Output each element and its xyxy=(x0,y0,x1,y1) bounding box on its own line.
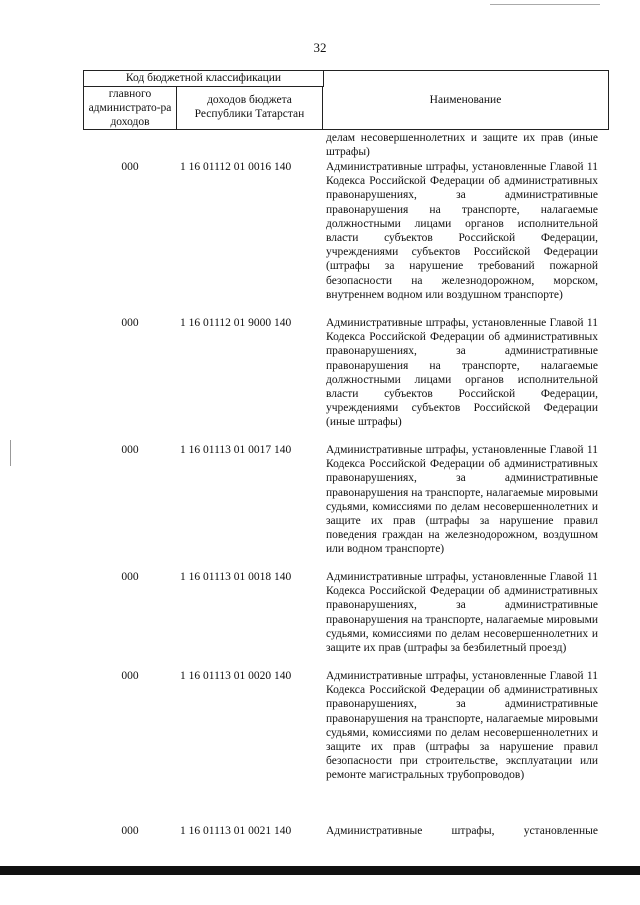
scan-bottom-edge xyxy=(0,866,640,875)
budget-code: 1 16 01113 01 0017 140 xyxy=(180,444,292,456)
header-income-column: доходов бюджета Республики Татарстан xyxy=(177,86,323,129)
admin-code: 000 xyxy=(121,825,139,837)
row-name: Административные штрафы, установленные Главой 11 Кодекса Российской Федерации об административных правонарушениях, за административные правонарушения на транспорте, налагаемые должностными лицами органов исполнительной власти субъектов Российской Федерации, учреждениями субъектов Российской Федерации (штрафы за нарушение требований пожарной безопасности на железнодорожном, морском, внутреннем водном или воздушном транспорте) xyxy=(326,161,598,301)
budget-code: 1 16 01113 01 0020 140 xyxy=(180,670,292,682)
row-name: Административные штрафы, установленные Главой 11 Кодекса Российской Федерации об административных правонарушениях, за административные правонарушения на транспорте, налагаемые должностными лицами органов исполнительной власти субъектов Российской Федерации, учреждениями субъектов Российской Федерации (иные штрафы) xyxy=(326,317,598,429)
admin-code: 000 xyxy=(121,670,139,682)
row-name: Административные штрафы, установленные Главой 11 Кодекса Российской Федерации об административных правонарушениях, за административные правонарушения на транспорте, налагаемые мировыми судьями, комиссиями по делам несовершеннолетних и защите их прав (штрафы за безбилетный проезд) xyxy=(326,571,598,655)
admin-code: 000 xyxy=(121,444,139,456)
table-header xyxy=(83,70,609,130)
header-classification: Код бюджетной классификации xyxy=(84,71,324,87)
row-name: Административные штрафы, установленные xyxy=(326,825,598,837)
admin-code: 000 xyxy=(121,161,139,173)
page-number: 32 xyxy=(313,40,327,55)
margin-mark xyxy=(10,440,11,466)
budget-code: 1 16 01112 01 0016 140 xyxy=(180,161,292,173)
top-edge-line xyxy=(490,4,600,5)
admin-code: 000 xyxy=(121,317,139,329)
budget-code: 1 16 01113 01 0021 140 xyxy=(180,825,292,837)
header-admin-column: главного администрато-ра доходов xyxy=(84,86,177,129)
continuation-text: делам несовершеннолетних и защите их прав (иные штрафы) xyxy=(326,132,598,159)
budget-code: 1 16 01113 01 0018 140 xyxy=(180,571,292,583)
row-name: Административные штрафы, установленные Главой 11 Кодекса Российской Федерации об административных правонарушениях, за административные правонарушения на транспорте, налагаемые мировыми судьями, комиссиями по делам несовершеннолетних и защите их прав (штрафы за нарушение правил безопасности при строительстве, эксплуатации или ремонте магистральных трубопроводов) xyxy=(326,670,598,782)
budget-code: 1 16 01112 01 9000 140 xyxy=(180,317,292,329)
admin-code: 000 xyxy=(121,571,139,583)
row-name: Административные штрафы, установленные Главой 11 Кодекса Российской Федерации об административных правонарушениях, за административные правонарушения на транспорте, налагаемые мировыми судьями, комиссиями по делам несовершеннолетних и защите их прав (штрафы за нарушение правил поведения граждан на железнодорожном, воздушном или водном транспорте) xyxy=(326,444,598,556)
header-name-column: Наименование xyxy=(429,94,502,106)
